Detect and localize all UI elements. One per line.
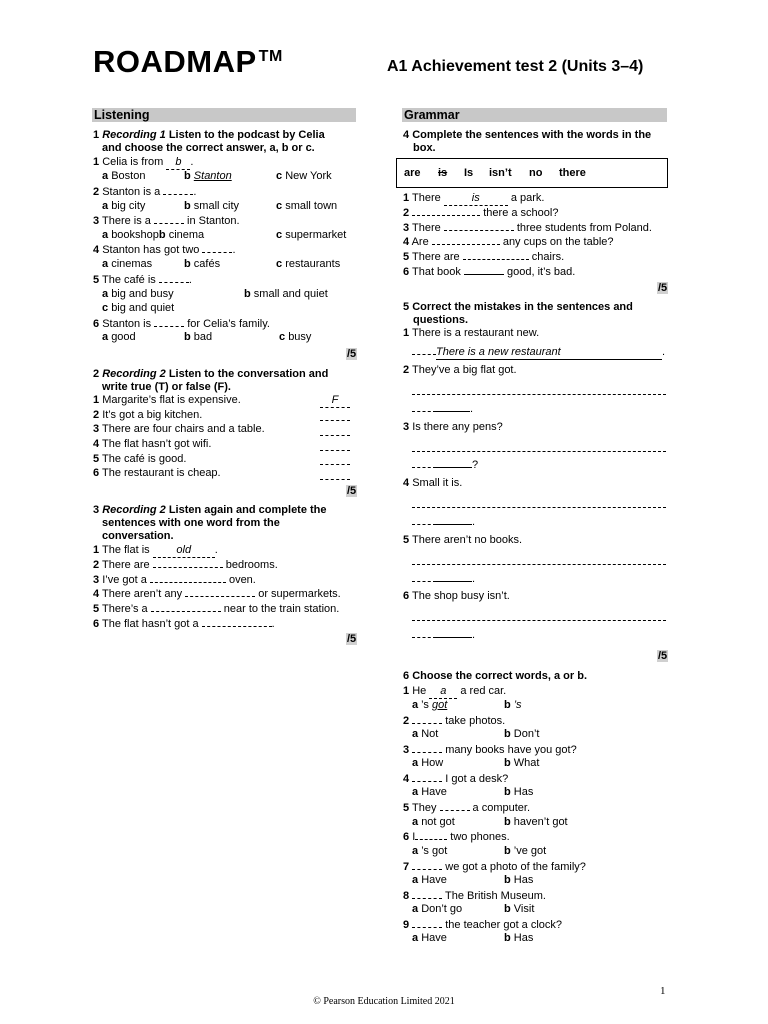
word-box xyxy=(396,158,668,188)
q5-line-5a[interactable] xyxy=(412,564,666,565)
q1-opt-6a: a good xyxy=(102,331,136,343)
q6-item-7: 7 we got a photo of the family? xyxy=(403,861,586,873)
q1-opt-5a: a big and busy xyxy=(102,288,174,300)
q3-instruction-cont: sentences with one word from the xyxy=(102,517,280,529)
q4-item-4: 4 Are any cups on the table? xyxy=(403,236,614,248)
word-box-word: there xyxy=(559,167,586,179)
q1-item-3: 3 There is a in Stanton. xyxy=(93,215,240,227)
q1-opt-6c: c busy xyxy=(279,331,312,343)
q5-item-3: 3 Is there any pens? xyxy=(403,421,503,433)
word-box-word: Is xyxy=(464,167,474,179)
q4-item-6: 6 That book good, it’s bad. xyxy=(403,266,576,278)
q6-opt-5b: b haven’t got xyxy=(504,816,568,828)
q3-item-1: 1 The flat is old . xyxy=(93,544,218,556)
brand-logo: ROADMAP ™ xyxy=(93,44,283,79)
q6-blank-6[interactable] xyxy=(415,830,447,840)
q1-answer-1[interactable]: b xyxy=(166,156,190,170)
q5-item-1: 1 There is a restaurant new. xyxy=(403,327,540,339)
q5-instruction: 5 Correct the mistakes in the sentences and xyxy=(403,301,633,313)
word-box-word: isn’t xyxy=(489,167,512,179)
q5-instruction-cont: questions. xyxy=(413,314,469,326)
q2-item-5: 5 The café is good. xyxy=(93,453,187,465)
q4-blank-2[interactable] xyxy=(412,206,480,216)
q5-line-2b[interactable]: . xyxy=(412,402,473,416)
q6-blank-4[interactable] xyxy=(412,772,442,782)
q3-item-3: 3 I’ve got a oven. xyxy=(93,574,256,586)
q4-instruction: 4 Complete the sentences with the words in the xyxy=(403,129,652,141)
q5-line-4b[interactable]: . xyxy=(412,515,475,529)
q1-opt-4a: a cinemas xyxy=(102,258,153,270)
q1-blank-5[interactable] xyxy=(159,273,189,283)
q6-item-2: 2 take photos. xyxy=(403,715,506,727)
q6-opt-3b: b What xyxy=(504,757,540,769)
q1-score: /5 xyxy=(347,348,357,360)
q4-answer-1[interactable]: is xyxy=(444,192,508,206)
test-title: A1 Achievement test 2 (Units 3–4) xyxy=(387,58,644,75)
q1-blank-6[interactable] xyxy=(154,317,184,327)
q2-score: /5 xyxy=(347,485,357,497)
q2-item-1: 1 Margarite’s flat is expensive. xyxy=(93,394,241,406)
q5-line-3b[interactable]: ? xyxy=(412,458,478,472)
listening-heading: Listening xyxy=(92,108,356,122)
q1-opt-4b: b cafés xyxy=(184,258,221,270)
q6-opt-8b: b Visit xyxy=(504,903,535,915)
q1-blank-3[interactable] xyxy=(154,214,184,224)
word-box-word: are xyxy=(404,167,421,179)
q1-opt-2b: b small city xyxy=(184,200,240,212)
q1-opt-3a: a bookshopb cinema xyxy=(102,229,205,241)
q5-line-5b[interactable]: . xyxy=(412,572,475,586)
q4-blank-4[interactable] xyxy=(432,235,500,245)
q5-line-6a[interactable] xyxy=(412,620,666,621)
q6-item-3: 3 many books have you got? xyxy=(403,744,577,756)
q3-item-4: 4 There aren’t any or supermarkets. xyxy=(93,588,341,600)
q5-line-6b[interactable]: . xyxy=(412,628,475,642)
q3-blank-5[interactable] xyxy=(151,602,221,612)
q2-answer-1[interactable]: F xyxy=(320,394,350,408)
q3-answer-1[interactable]: old xyxy=(153,544,215,558)
q5-item-5: 5 There aren’t no books. xyxy=(403,534,523,546)
q6-opt-3a: a How xyxy=(412,757,444,769)
q5-line-4a[interactable] xyxy=(412,507,666,508)
q1-opt-5c: c big and quiet xyxy=(102,302,175,314)
q1-blank-4[interactable] xyxy=(202,243,232,253)
q2-blank-2[interactable] xyxy=(320,420,350,421)
grammar-heading: Grammar xyxy=(402,108,667,122)
q5-item-4: 4 Small it is. xyxy=(403,477,463,489)
q6-blank-7[interactable] xyxy=(412,860,442,870)
q1-opt-1a: a Boston xyxy=(102,170,146,182)
q6-opt-2b: b Don’t xyxy=(504,728,540,740)
q1-opt-3c: c supermarket xyxy=(276,229,347,241)
q5-line-3a[interactable] xyxy=(412,451,666,452)
q6-opt-9b: b Has xyxy=(504,932,534,944)
q1-blank-2[interactable] xyxy=(163,185,193,195)
q2-item-6: 6 The restaurant is cheap. xyxy=(93,467,221,479)
q6-opt-7b: b Has xyxy=(504,874,534,886)
q1-opt-2a: a big city xyxy=(102,200,146,212)
q6-blank-5[interactable] xyxy=(440,801,470,811)
q6-item-9: 9 the teacher got a clock? xyxy=(403,919,563,931)
q4-blank-3[interactable] xyxy=(444,221,514,231)
q1-opt-2c: c small town xyxy=(276,200,338,212)
q4-item-5: 5 There are chairs. xyxy=(403,251,565,263)
q2-item-2: 2 It’s got a big kitchen. xyxy=(93,409,203,421)
q5-item-6: 6 The shop busy isn’t. xyxy=(403,590,510,602)
q6-instruction: 6 Choose the correct words, a or b. xyxy=(403,670,588,682)
q6-answer-1[interactable]: a xyxy=(429,685,457,699)
trademark: TM xyxy=(258,48,283,65)
q4-instruction-cont: box. xyxy=(413,142,436,154)
q3-score: /5 xyxy=(347,633,357,645)
q4-item-2: 2 there a school? xyxy=(403,207,559,219)
q4-score: /5 xyxy=(658,282,668,294)
q4-blank-6[interactable] xyxy=(464,265,504,275)
q3-blank-3[interactable] xyxy=(150,573,226,583)
q1-opt-6b: b bad xyxy=(184,331,213,343)
q6-item-1: 1 He a a red car. xyxy=(403,685,507,697)
q2-item-3: 3 There are four chairs and a table. xyxy=(93,423,265,435)
q6-item-8: 8 The British Museum. xyxy=(403,890,546,902)
q6-opt-6b: b ’ve got xyxy=(504,845,547,857)
q4-item-3: 3 There three students from Poland. xyxy=(403,222,652,234)
q6-opt-7a: a Have xyxy=(412,874,447,886)
q6-item-6: 6 I two phones. xyxy=(403,831,510,843)
q3-blank-4[interactable] xyxy=(185,587,255,597)
q1-item-6: 6 Stanton is for Celia’s family. xyxy=(93,318,270,330)
q3-blank-2[interactable] xyxy=(153,558,223,568)
q3-instruction: 3 Recording 2 Listen again and complete the xyxy=(93,504,327,516)
q1-item-2: 2 Stanton is a . xyxy=(93,186,197,198)
q2-instruction: 2 Recording 2 Listen to the conversation and xyxy=(93,368,329,380)
q6-opt-5a: a not got xyxy=(412,816,455,828)
q4-item-1: 1 There is a park. xyxy=(403,192,545,204)
q1-opt-1b: b Stanton xyxy=(184,170,232,182)
q1-opt-1c: c New York xyxy=(276,170,332,182)
q5-item-2: 2 They’ve a big flat got. xyxy=(403,364,517,376)
q3-instruction-cont2: conversation. xyxy=(102,530,174,542)
q5-line-2a[interactable] xyxy=(412,394,666,395)
q6-blank-9[interactable] xyxy=(412,918,442,928)
q6-opt-8a: a Don’t go xyxy=(412,903,463,915)
q1-item-1: 1 Celia is from b . xyxy=(93,156,194,168)
q2-blank-6[interactable] xyxy=(320,479,350,480)
q3-item-2: 2 There are bedrooms. xyxy=(93,559,278,571)
word-box-word-used: is xyxy=(438,167,448,179)
q2-blank-4[interactable] xyxy=(320,450,350,451)
q6-item-5: 5 They a computer. xyxy=(403,802,531,814)
q1-opt-4c: c restaurants xyxy=(276,258,341,270)
q1-instruction-cont: and choose the correct answer, a, b or c. xyxy=(102,142,315,154)
q1-item-5: 5 The café is . xyxy=(93,274,192,286)
q6-opt-1a: a ’s got xyxy=(412,699,448,711)
q4-blank-5[interactable] xyxy=(463,250,529,260)
q1-opt-5b: b small and quiet xyxy=(244,288,328,300)
q3-item-6: 6 The flat hasn’t got a . xyxy=(93,618,275,630)
q6-blank-2[interactable] xyxy=(412,714,442,724)
q2-blank-5[interactable] xyxy=(320,464,350,465)
word-box-word: no xyxy=(529,167,543,179)
page-number: 1 xyxy=(660,985,666,997)
q6-opt-6a: a ’s got xyxy=(412,845,448,857)
q6-opt-4a: a Have xyxy=(412,786,447,798)
q3-blank-6[interactable] xyxy=(202,617,272,627)
q6-blank-8[interactable] xyxy=(412,889,442,899)
q2-instruction-cont: write true (T) or false (F). xyxy=(102,381,231,393)
q2-item-4: 4 The flat hasn’t got wifi. xyxy=(93,438,212,450)
q5-score: /5 xyxy=(658,650,668,662)
q6-opt-4b: b Has xyxy=(504,786,534,798)
q1-instruction: 1 Recording 1 Listen to the podcast by Celia xyxy=(93,129,325,141)
q2-blank-3[interactable] xyxy=(320,435,350,436)
q5-answer-1[interactable]: There is a new restaurant . xyxy=(412,346,665,360)
q6-item-4: 4 I got a desk? xyxy=(403,773,509,785)
q1-item-4: 4 Stanton has got two . xyxy=(93,244,236,256)
q6-blank-3[interactable] xyxy=(412,743,442,753)
copyright: © Pearson Education Limited 2021 xyxy=(313,996,455,1007)
q6-opt-1b: b ’s xyxy=(504,699,522,711)
q6-opt-2a: a Not xyxy=(412,728,439,740)
q3-item-5: 5 There’s a near to the train station. xyxy=(93,603,340,615)
q6-opt-9a: a Have xyxy=(412,932,447,944)
